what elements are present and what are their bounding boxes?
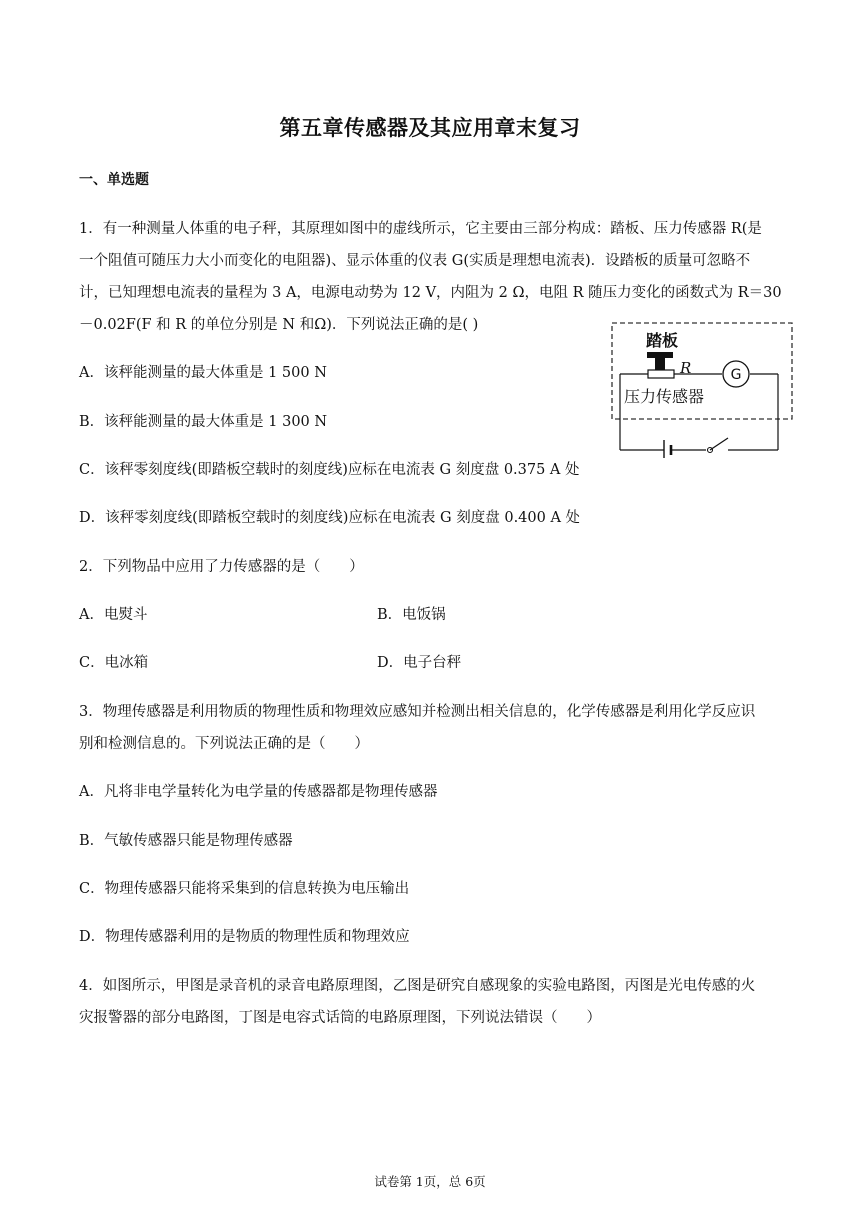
resistor-label: R: [680, 359, 692, 377]
sensor-label: 压力传感器: [624, 387, 705, 406]
page-footer: 试卷第 1页，总 6页: [374, 1174, 486, 1189]
q3-option-b: B．气敏传感器只能是物理传感器: [79, 833, 293, 849]
meter-label: G: [730, 367, 742, 383]
q3-line-2: 别和检测信息的。下列说法正确的是（ ）: [79, 736, 369, 752]
switch-lever: [710, 438, 728, 450]
q2-option-b: B．电饭锅: [377, 607, 446, 623]
page-title: 第五章传感器及其应用章末复习: [279, 116, 581, 140]
q1-line-1: 1．有一种测量人体重的电子秤，其原理如图中的虚线所示，它主要由三部分构成：踏板、压力传感器 R(是: [79, 221, 762, 237]
q1-line-3: 计，已知理想电流表的量程为 3 A，电源电动势为 12 V，内阻为 2 Ω，电阻 R 随压力变化的函数式为 R＝30: [79, 285, 782, 301]
pedal-stem: [655, 358, 665, 370]
q1-option-d: D．该秤零刻度线(即踏板空载时的刻度线)应标在电流表 G 刻度盘 0.400 A 处: [79, 510, 581, 526]
scale-circuit-figure: [610, 320, 796, 458]
q2-option-c: C．电冰箱: [79, 655, 149, 671]
q3-line-1: 3．物理传感器是利用物质的物理性质和物理效应感知并检测出相关信息的，化学传感器是利用化学反应识: [79, 704, 756, 720]
q1-option-a: A．该秤能测量的最大体重是 1 500 N: [79, 365, 327, 381]
q2-stem: 2．下列物品中应用了力传感器的是（ ）: [79, 559, 364, 575]
q4-line-2: 灾报警器的部分电路图，丁图是电容式话筒的电路原理图，下列说法错误（ ）: [79, 1010, 601, 1026]
q1-line-2: 一个阻值可随压力大小而变化的电阻器)、显示体重的仪表 G(实质是理想电流表)．设踏板的质量可忽略不: [79, 253, 751, 269]
q3-option-d: D．物理传感器利用的是物质的物理性质和物理效应: [79, 929, 410, 945]
pedal-label: 踏板: [646, 331, 679, 350]
section-heading: 一、单选题: [79, 172, 149, 188]
q4-line-1: 4．如图所示，甲图是录音机的录音电路原理图，乙图是研究自感现象的实验电路图，丙图是光电传感的火: [79, 978, 756, 994]
pedal-top: [647, 352, 673, 358]
q1-option-b: B．该秤能测量的最大体重是 1 300 N: [79, 414, 328, 430]
q1-option-c: C．该秤零刻度线(即踏板空载时的刻度线)应标在电流表 G 刻度盘 0.375 A 处: [79, 462, 580, 478]
q3-option-a: A．凡将非电学量转化为电学量的传感器都是物理传感器: [79, 784, 438, 800]
pressure-sensor-resistor: [648, 370, 674, 378]
q2-option-a: A．电熨斗: [79, 607, 148, 623]
q1-line-4: －0.02F(F 和 R 的单位分别是 N 和Ω)．下列说法正确的是( ): [79, 317, 479, 333]
q2-option-d: D．电子台秤: [377, 655, 462, 671]
q3-option-c: C．物理传感器只能将采集到的信息转换为电压输出: [79, 881, 410, 897]
